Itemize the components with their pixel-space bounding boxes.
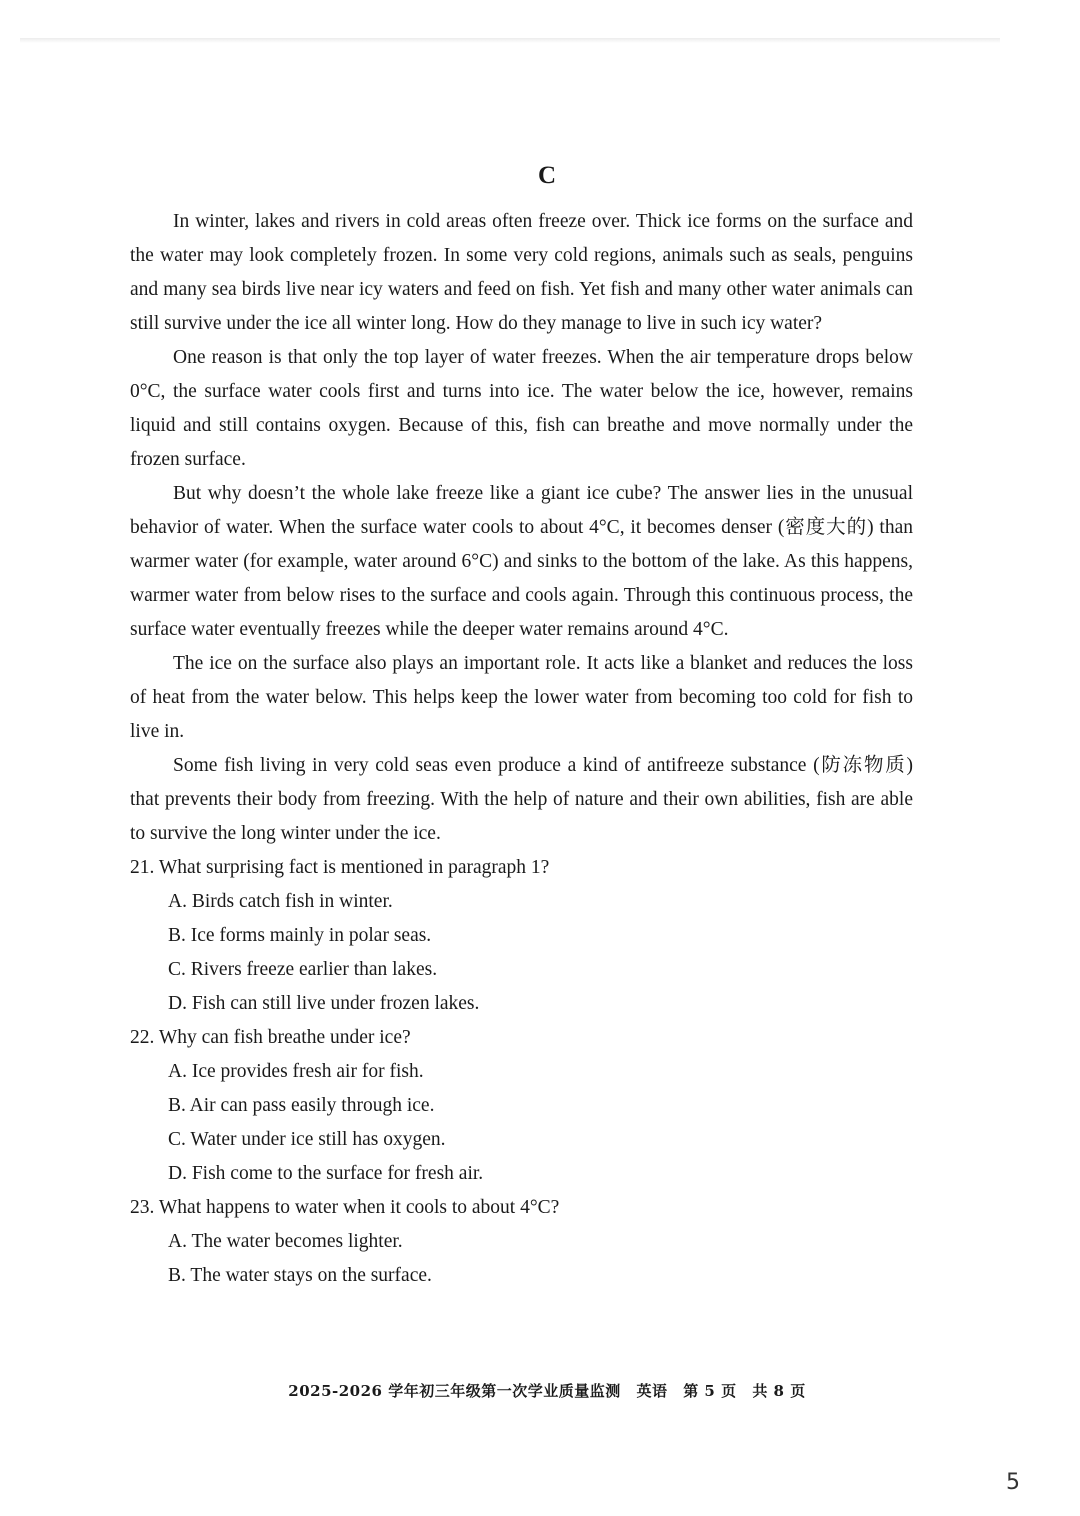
subject-label: 英语 (636, 1382, 668, 1400)
option-a: A. The water becomes lighter. (168, 1231, 403, 1252)
page-footer (0, 1380, 1080, 1401)
passage-content (130, 205, 913, 1293)
paragraph-5: Some fish living in very cold seas even produce a kind of antifreeze substance (防冻物质) that prevents their body from freezing. With the help of nature and their own abilities, fish are able to survive the long winter under the ice. (130, 755, 913, 844)
paragraph-3: But why doesn’t the whole lake freeze like a giant ice cube? The answer lies in the unusual behavior of water. When the surface water cools to about 4°C, it becomes denser (密度大的) than warmer water (for example, water around 6°C) and sinks to the bottom of the lake. As this happens, warmer water from below rises to the surface and cools again. Through this continuous process, the surface water eventually freezes while the deeper water remains around 4°C. (130, 483, 913, 640)
scan-edge (20, 38, 1000, 43)
option-c: C. Water under ice still has oxygen. (168, 1129, 446, 1150)
option-a: A. Birds catch fish in winter. (168, 891, 393, 912)
question-23 (130, 1191, 913, 1293)
total-pages: 共 8 页 (752, 1382, 806, 1400)
section-title: C (537, 162, 557, 189)
question-22 (130, 1021, 913, 1191)
option-list (130, 1225, 913, 1293)
option-c: C. Rivers freeze earlier than lakes. (168, 959, 438, 980)
option-d: D. Fish can still live under frozen lakes. (168, 993, 480, 1014)
paragraph-2: One reason is that only the top layer of water freezes. When the air temperature drops below 0°C, the surface water cools first and turns into ice. The water below the ice, however, remains liquid and still contains oxygen. Because of this, fish can breathe and move normally under the frozen surface. (130, 347, 913, 470)
paragraph-1: In winter, lakes and rivers in cold areas often freeze over. Thick ice forms on the surface and the water may look completely frozen. In some very cold regions, animals such as seals, penguins and many sea birds live near icy waters and feed on fish. Yet fish and many other water animals can still survive under the ice all winter long. How do they manage to live in such icy water? (130, 211, 913, 334)
page-indicator: 第 5 页 (683, 1382, 737, 1400)
exam-title: 2025-2026 学年初三年级第一次学业质量监测 (288, 1382, 621, 1400)
option-d: D. Fish come to the surface for fresh air. (168, 1163, 484, 1184)
option-b: B. Air can pass easily through ice. (168, 1095, 435, 1116)
page-number: 5 (1006, 1470, 1020, 1495)
question-stem: 21. What surprising fact is mentioned in paragraph 1? (130, 857, 550, 878)
question-21 (130, 851, 913, 1021)
option-a: A. Ice provides fresh air for fish. (168, 1061, 424, 1082)
question-stem: 22. Why can fish breathe under ice? (130, 1027, 411, 1048)
option-b: B. The water stays on the surface. (168, 1265, 432, 1286)
question-stem: 23. What happens to water when it cools to about 4°C? (130, 1197, 560, 1218)
paragraph-4: The ice on the surface also plays an important role. It acts like a blanket and reduces the loss of heat from the water below. This helps keep the lower water from becoming too cold for fish to live in. (130, 653, 913, 742)
option-list (130, 885, 913, 1021)
option-b: B. Ice forms mainly in polar seas. (168, 925, 432, 946)
option-list (130, 1055, 913, 1191)
